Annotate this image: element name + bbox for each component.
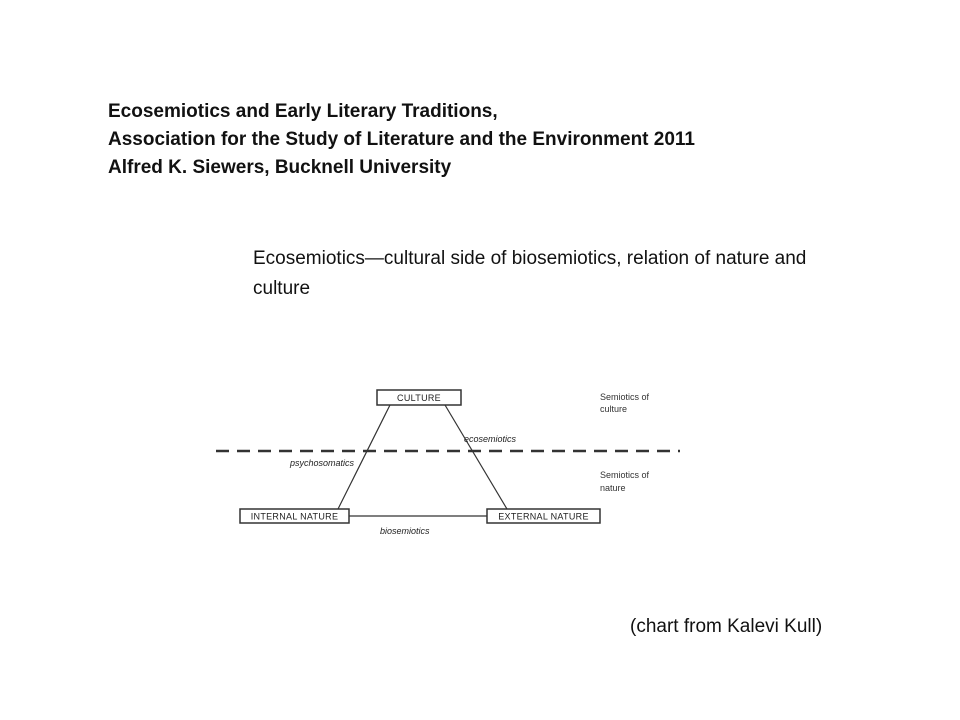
psychosomatics-edge <box>338 405 390 509</box>
title-line-1: Ecosemiotics and Early Literary Traditions, <box>108 101 498 122</box>
semiotics-of-nature-line-2: nature <box>600 483 626 493</box>
title-block <box>108 98 928 182</box>
biosemiotics-label: biosemiotics <box>380 526 430 536</box>
culture-node-label: CULTURE <box>397 393 441 403</box>
definition-text: Ecosemiotics—cultural side of biosemiotics, relation of nature and culture <box>253 248 807 299</box>
ecosemiotics-edge <box>445 405 507 509</box>
ecosemiotics-label: ecosemiotics <box>464 434 517 444</box>
semiotics-of-culture-line-2: culture <box>600 404 628 414</box>
chart-credit: (chart from Kalevi Kull) <box>630 616 823 637</box>
psychosomatics-label: psychosomatics <box>290 458 355 468</box>
ecosemiotics-diagram <box>200 375 700 545</box>
external-nature-label: EXTERNAL NATURE <box>498 511 589 522</box>
title-line-3: Alfred K. Siewers, Bucknell University <box>108 157 452 178</box>
title-line-2: Association for the Study of Literature and the Environment 2011 <box>108 129 695 150</box>
semiotics-of-culture-line-1: Semiotics of <box>600 392 650 402</box>
diagram-svg <box>200 375 700 545</box>
internal-nature-label: INTERNAL NATURE <box>250 511 339 522</box>
semiotics-of-nature-line-1: Semiotics of <box>600 470 650 480</box>
